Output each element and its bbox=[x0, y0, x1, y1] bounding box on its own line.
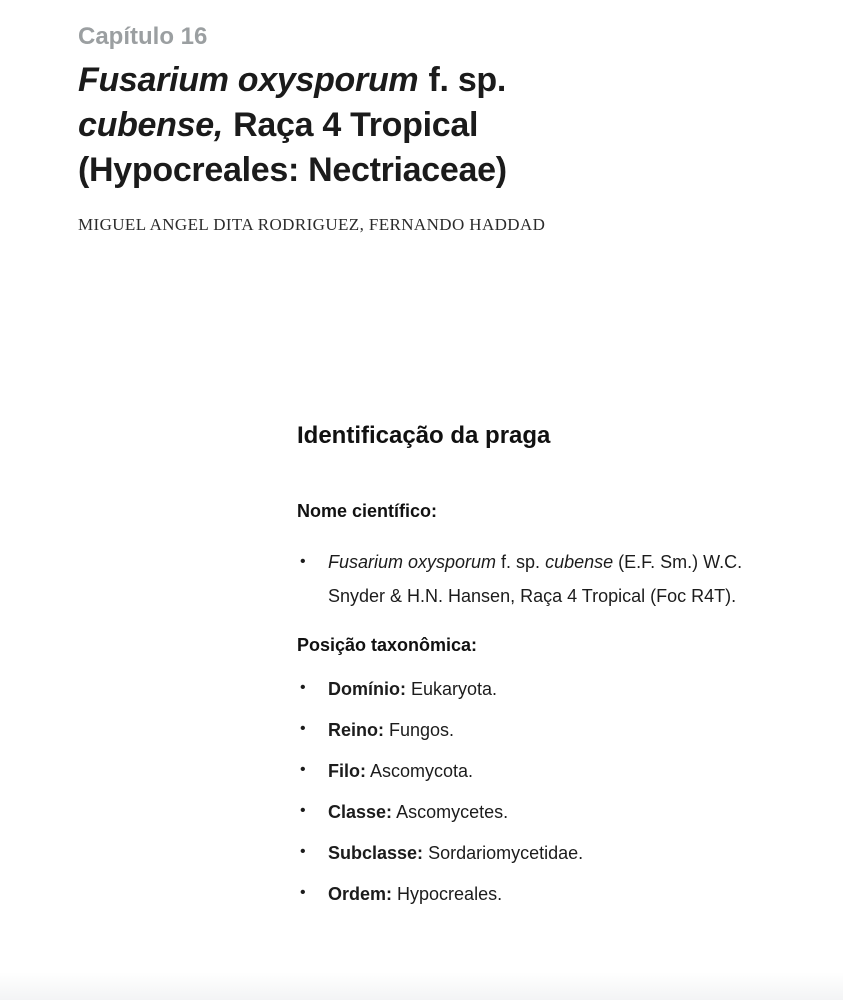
bullet-glyph: • bbox=[300, 802, 306, 819]
subheading-taxonomy: Posição taxonômica: bbox=[297, 635, 478, 655]
taxonomy-value: Eukaryota. bbox=[411, 679, 498, 699]
taxonomy-rank: Subclasse: bbox=[328, 843, 424, 863]
taxonomy-rank: Domínio: bbox=[328, 679, 406, 699]
chapter-title-line-1: Fusarium oxysporum f. sp. bbox=[78, 61, 507, 99]
taxonomy-item-dominio bbox=[297, 678, 785, 700]
content-column bbox=[297, 422, 785, 905]
bullet-glyph: • bbox=[300, 843, 306, 860]
bullet-glyph: • bbox=[300, 884, 306, 901]
taxonomy-item-filo bbox=[297, 760, 785, 782]
taxonomy-value: Ascomycetes. bbox=[396, 802, 509, 822]
taxonomy-value: Ascomycota. bbox=[370, 761, 474, 781]
taxonomy-rank: Reino: bbox=[328, 720, 384, 740]
taxonomy-rank: Filo: bbox=[328, 761, 366, 781]
chapter-title bbox=[78, 58, 785, 193]
taxonomy-list bbox=[297, 678, 785, 905]
taxonomy-value: Hypocreales. bbox=[397, 884, 503, 904]
bullet-glyph: • bbox=[300, 761, 306, 778]
page-bottom-shadow bbox=[0, 972, 843, 1000]
taxonomy-item-ordem bbox=[297, 883, 785, 905]
taxonomy-value: Sordariomycetidae. bbox=[428, 843, 584, 863]
scientific-name-text: Fusarium oxysporum f. sp. cubense (E.F. Sm.) W.C. Snyder & H.N. Hansen, Raça 4 Tropical (Foc R4T). bbox=[328, 552, 743, 606]
section-title: Identificação da praga bbox=[297, 422, 551, 449]
chapter-header bbox=[0, 0, 843, 236]
chapter-title-line-3: (Hypocreales: Nectriaceae) bbox=[78, 151, 507, 189]
scientific-name-item bbox=[297, 545, 785, 613]
taxonomy-item-reino bbox=[297, 719, 785, 741]
taxonomy-rank: Classe: bbox=[328, 802, 393, 822]
taxonomy-item-classe bbox=[297, 801, 785, 823]
taxonomy-rank: Ordem: bbox=[328, 884, 393, 904]
chapter-title-line-2: cubense, Raça 4 Tropical bbox=[78, 106, 479, 144]
bullet-glyph: • bbox=[300, 720, 306, 737]
authors-line: MIGUEL ANGEL DITA RODRIGUEZ, FERNANDO HADDAD bbox=[78, 215, 546, 234]
bullet-glyph: • bbox=[300, 553, 306, 570]
subheading-scientific-name: Nome científico: bbox=[297, 501, 438, 521]
taxonomy-value: Fungos. bbox=[389, 720, 455, 740]
chapter-label: Capítulo 16 bbox=[78, 23, 208, 50]
bullet-glyph: • bbox=[300, 679, 306, 696]
taxonomy-item-subclasse bbox=[297, 842, 785, 864]
